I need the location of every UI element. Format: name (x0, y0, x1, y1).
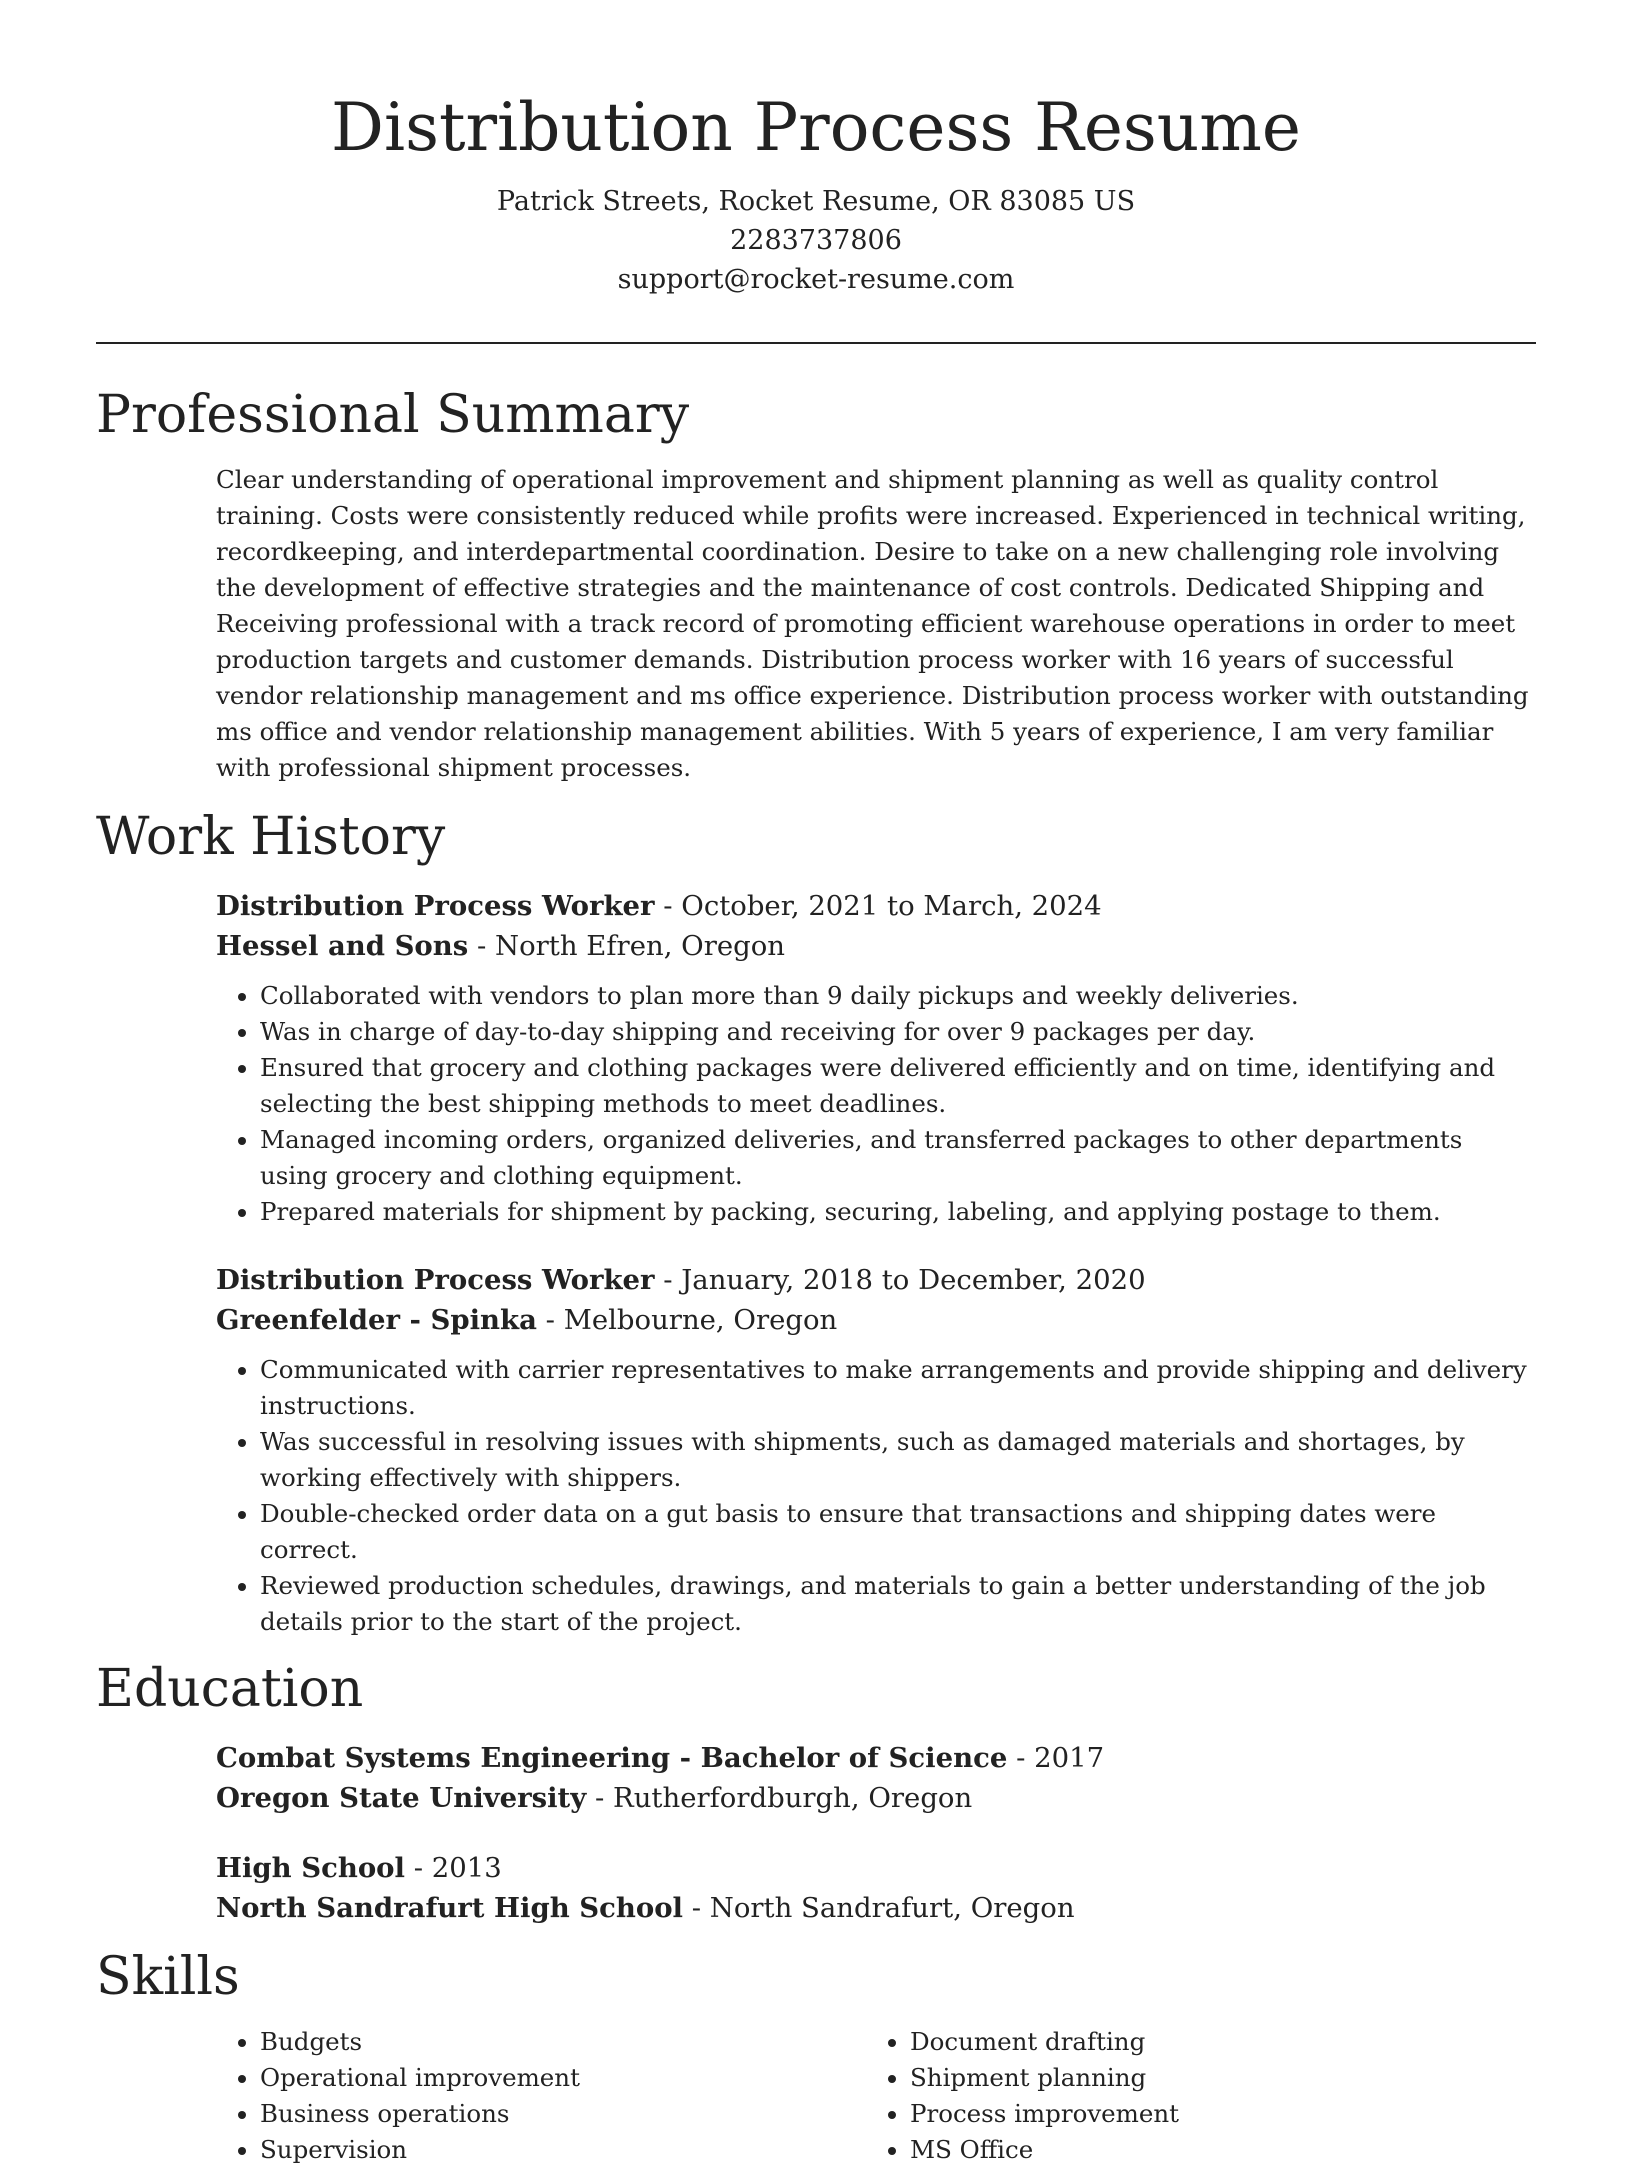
degree-line (216, 1848, 1536, 1888)
contact-info (0, 182, 1632, 299)
job-bullet: • Double-checked order data on a gut basis to ensure that transactions and shipping dates were correct. (260, 1496, 1536, 1568)
education-heading: Education (96, 1659, 364, 1719)
degree-year: - 2013 (404, 1852, 502, 1884)
degree: High School (216, 1852, 405, 1884)
skill-item: • MS Office (910, 2132, 1516, 2168)
job-bullet: • Managed incoming orders, organized deliveries, and transferred packages to other departments using grocery and clothing equipment. (260, 1122, 1536, 1194)
resume-content (96, 380, 1536, 2168)
degree-line (216, 1738, 1536, 1778)
work-section (96, 802, 1536, 1640)
skills-column-left (216, 2024, 866, 2168)
skill-item: • Budgets (260, 2024, 866, 2060)
skills-heading: Skills (96, 1947, 240, 2007)
education-entry (216, 1848, 1536, 1928)
skills-grid (216, 2024, 1536, 2168)
school: Oregon State University (216, 1782, 587, 1814)
job-bullet: • Ensured that grocery and clothing packages were delivered efficiently and on time, identifying and selecting the best shipping methods to meet deadlines. (260, 1050, 1536, 1122)
skill-item: • Business operations (260, 2096, 866, 2132)
education-section (96, 1654, 1536, 1928)
job-title-line (216, 1260, 1536, 1300)
job-bullet: • Was successful in resolving issues with shipments, such as damaged materials and shortages, by working effectively with shippers. (260, 1424, 1536, 1496)
address: Patrick Streets, Rocket Resume, OR 83085 US (496, 186, 1136, 217)
job-company-line (216, 926, 1536, 966)
job-bullet: • Communicated with carrier representatives to make arrangements and provide shipping and delivery instructions. (260, 1352, 1536, 1424)
skill-item: • Supervision (260, 2132, 866, 2168)
skill-item: • Document drafting (910, 2024, 1516, 2060)
job-dates: - January, 2018 to December, 2020 (654, 1264, 1146, 1296)
summary-text: Clear understanding of operational improvement and shipment planning as well as quality control training. Costs were consistently reduced while profits were increased. Experienced in technical writing, recordkeeping, and interdepartmental coordination. Desire to take on a new challenging role involving the development of effective strategies and the maintenance of cost controls. Dedicated Shipping and Receiving professional with a track record of promoting efficient warehouse operations in order to meet production targets and customer demands. Distribution process worker with 16 years of successful vendor relationship management and ms office experience. Distribution process worker with outstanding ms office and vendor relationship management abilities. With 5 years of experience, I am very familiar with professional shipment processes. (216, 465, 1529, 782)
job-bullet: • Was in charge of day-to-day shipping and receiving for over 9 packages per day. (260, 1014, 1536, 1050)
work-heading: Work History (96, 807, 446, 867)
job-company: Hessel and Sons (216, 930, 469, 962)
school: North Sandrafurt High School (216, 1892, 683, 1924)
education-entry (216, 1738, 1536, 1818)
school-line (216, 1778, 1536, 1818)
job-title-line (216, 886, 1536, 926)
job-company: Greenfelder - Spinka (216, 1304, 537, 1336)
skills-column-right (866, 2024, 1516, 2168)
job-location: - North Efren, Oregon (468, 930, 786, 962)
job-role: Distribution Process Worker (216, 890, 655, 922)
email: support@rocket-resume.com (617, 264, 1015, 295)
job-company-line (216, 1300, 1536, 1340)
school-location: - North Sandrafurt, Oregon (683, 1892, 1075, 1924)
degree-year: - 2017 (1007, 1742, 1105, 1774)
header-divider (96, 342, 1536, 344)
resume-header (0, 0, 1632, 299)
phone: 2283737806 (730, 225, 902, 256)
skill-item: • Operational improvement (260, 2060, 866, 2096)
job-bullet: • Reviewed production schedules, drawings, and materials to gain a better understanding of the job details prior to the start of the project. (260, 1568, 1536, 1640)
resume-name: Distribution Process Resume (331, 89, 1301, 166)
job-bullet: • Prepared materials for shipment by packing, securing, labeling, and applying postage to them. (260, 1194, 1536, 1230)
school-location: - Rutherfordburgh, Oregon (586, 1782, 973, 1814)
skill-item: • Process improvement (910, 2096, 1516, 2132)
job-bullets (216, 1352, 1536, 1640)
skills-section (96, 1942, 1536, 2168)
job-bullets (216, 978, 1536, 1230)
job-entry (216, 1260, 1536, 1640)
job-entry (216, 886, 1536, 1230)
school-line (216, 1888, 1536, 1928)
degree: Combat Systems Engineering - Bachelor of Science (216, 1742, 1008, 1774)
skill-item: • Shipment planning (910, 2060, 1516, 2096)
summary-section (96, 380, 1536, 786)
job-dates: - October, 2021 to March, 2024 (654, 890, 1102, 922)
summary-heading: Professional Summary (96, 385, 690, 445)
job-location: - Melbourne, Oregon (536, 1304, 838, 1336)
job-bullet: • Collaborated with vendors to plan more than 9 daily pickups and weekly deliveries. (260, 978, 1536, 1014)
job-role: Distribution Process Worker (216, 1264, 655, 1296)
